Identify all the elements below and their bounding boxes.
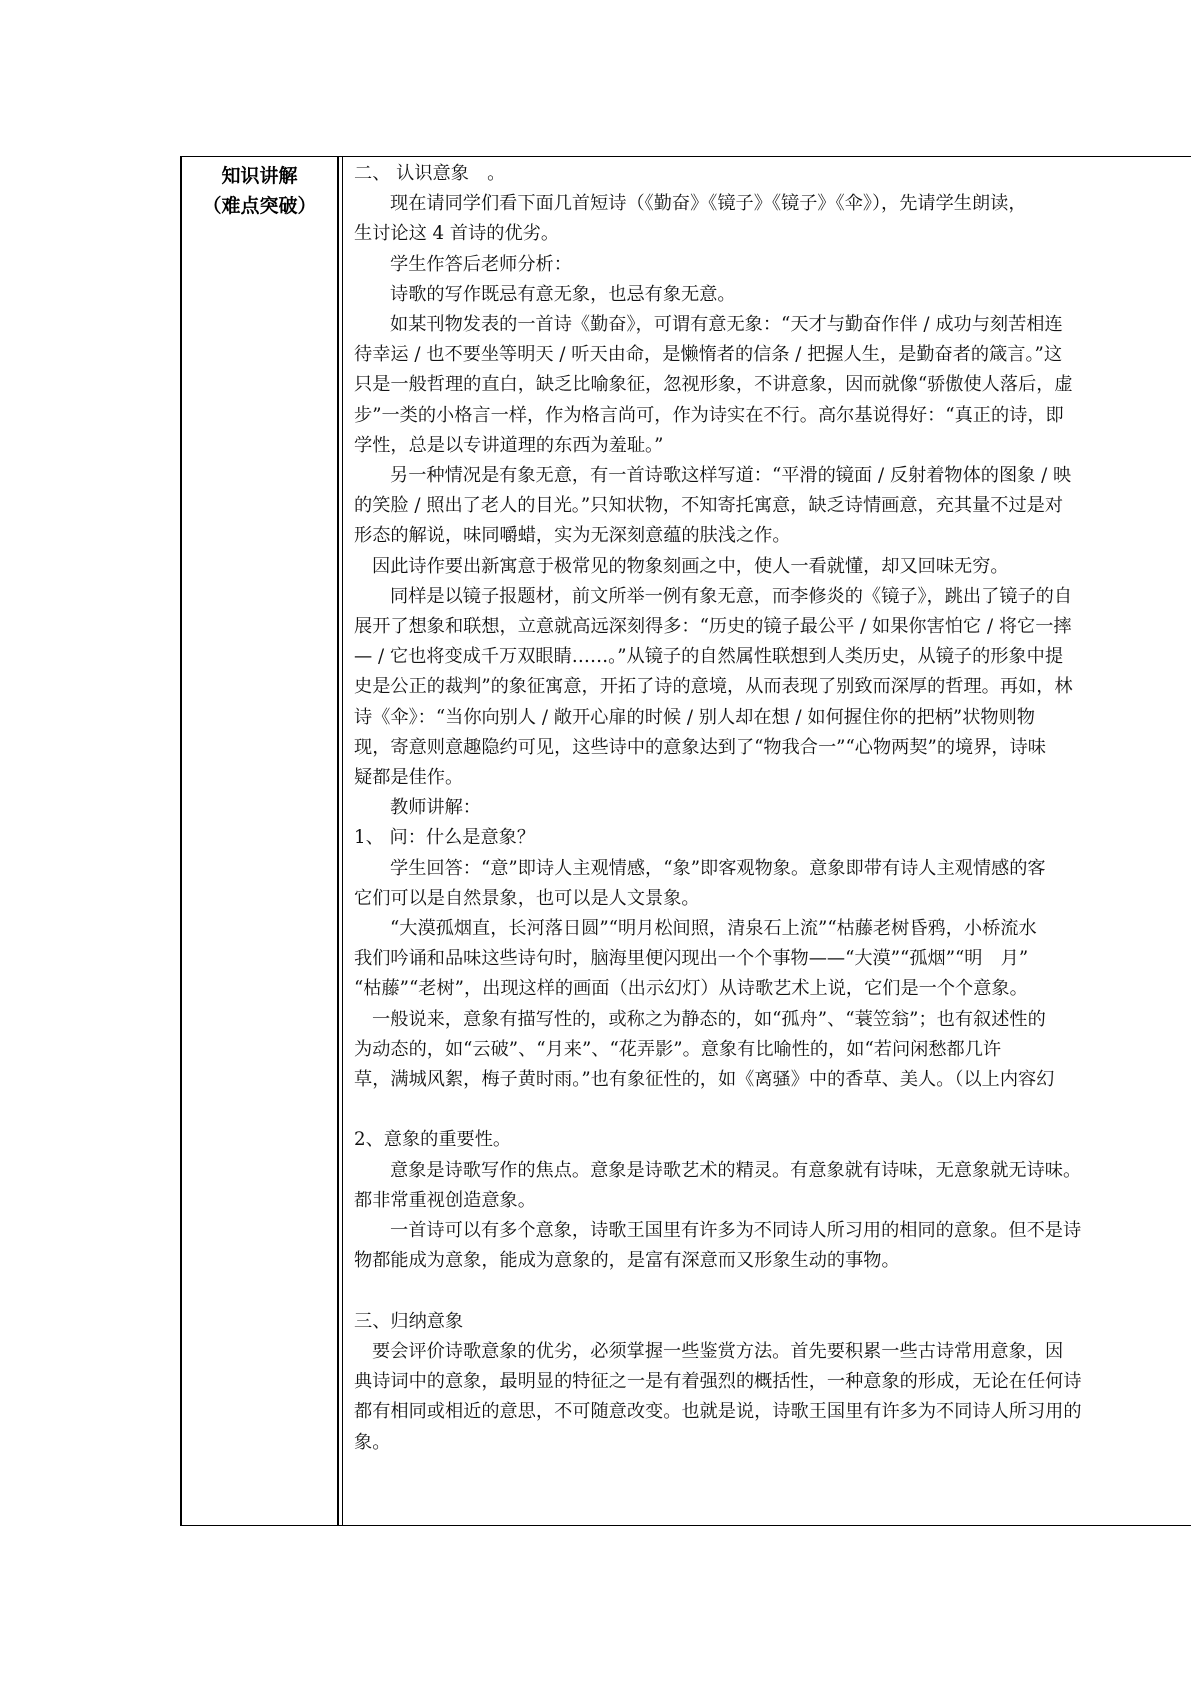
text-line: 只是一般哲理的直白，缺乏比喻象征，忽视形象，不讲意象，因而就像“骄傲使人落后，虚 bbox=[354, 374, 1073, 396]
text-line: 2、意象的重要性。 bbox=[354, 1129, 512, 1151]
text-line: “大漠孤烟直，长河落日圆”“明月松间照，清泉石上流”“枯藤老树昏鸦，小桥流水 bbox=[390, 918, 1037, 940]
text-line: 意象是诗歌写作的焦点。意象是诗歌艺术的精灵。有意象就有诗味，无意象就无诗味。 bbox=[390, 1159, 1082, 1181]
lesson-table bbox=[180, 156, 1191, 1526]
text-line: 二、 认识意象 。 bbox=[354, 163, 506, 184]
text-line: 史是公正的裁判”的象征寓意，开拓了诗的意境，从而表现了别致而深厚的哲理。再如，林 bbox=[354, 676, 1073, 698]
text-line: “枯藤”“老树”，出现这样的画面（出示幻灯）从诗歌艺术上说，它们是一个个意象。 bbox=[354, 978, 1028, 1000]
row-label-line1: 知识讲解 bbox=[221, 165, 298, 187]
text-line bbox=[354, 1277, 1191, 1307]
text-line: 都非常重视创造意象。 bbox=[354, 1189, 536, 1211]
text-line: 它们可以是自然景象，也可以是人文景象。 bbox=[354, 887, 700, 909]
text-line: 一般说来，意象有描写性的，或称之为静态的，如“孤舟”、“蓑笠翁”；也有叙述性的 bbox=[372, 1008, 1046, 1030]
row-label-cell bbox=[182, 157, 339, 1525]
content-cell bbox=[342, 157, 1191, 1525]
text-line: 典诗词中的意象，最明显的特征之一是有着强烈的概括性，一种意象的形成，无论在任何诗 bbox=[354, 1371, 1082, 1393]
text-line: 一首诗可以有多个意象，诗歌王国里有许多为不同诗人所习用的相同的意象。但不是诗 bbox=[390, 1220, 1082, 1242]
text-line: 诗歌的写作既忌有意无象，也忌有象无意。 bbox=[390, 283, 736, 305]
text-line: 同样是以镜子报题材，前文所举一例有象无意，而李修炎的《镜子》，跳出了镜子的自 bbox=[390, 585, 1073, 607]
text-line: 的笑脸 / 照出了老人的目光。”只知状物，不知寄托寓意，缺乏诗情画意，充其量不过是对 bbox=[354, 495, 1064, 517]
text-line: 要会评价诗歌意象的优劣，必须掌握一些鉴赏方法。首先要积累一些古诗常用意象，因 bbox=[372, 1340, 1064, 1362]
text-line: 形态的解说，味同嚼蜡，实为无深刻意蕴的肤浅之作。 bbox=[354, 525, 791, 547]
text-line: 学性，总是以专讲道理的东西为羞耻。” bbox=[354, 434, 664, 456]
text-line: — / 它也将变成千万双眼睛……。”从镜子的自然属性联想到人类历史，从镜子的形象中提 bbox=[354, 646, 1064, 668]
text-line: 学生作答后老师分析： bbox=[390, 253, 572, 275]
text-line: 展开了想象和联想，立意就高远深刻得多：“历史的镜子最公平 / 如果你害怕它 / 将它一摔 bbox=[354, 616, 1072, 638]
text-line: 生讨论这 4 首诗的优劣。 bbox=[354, 223, 560, 245]
text-line: 步”一类的小格言一样，作为格言尚可，作为诗实在不行。高尔基说得好：“真正的诗，即 bbox=[354, 404, 1064, 426]
text-line: 我们吟诵和品味这些诗句时，脑海里便闪现出一个个事物——“大漠”“孤烟”“明 月” bbox=[354, 948, 1029, 970]
text-line: 为动态的，如“云破”、“月来”、“花弄影”。意象有比喻性的，如“若问闲愁都几许 bbox=[354, 1038, 1002, 1060]
text-line: 教师讲解： bbox=[390, 797, 481, 819]
text-line: 另一种情况是有象无意，有一首诗歌这样写道：“平滑的镜面 / 反射着物体的图象 / 映 bbox=[390, 465, 1072, 487]
text-line: 三、归纳意象 bbox=[354, 1310, 464, 1332]
text-line: 学生回答：“意”即诗人主观情感，“象”即客观物象。意象即带有诗人主观情感的客 bbox=[390, 857, 1046, 879]
text-line: 1、 问：什么是意象？ bbox=[354, 827, 536, 849]
row-label-line2: （难点突破） bbox=[202, 195, 317, 217]
text-line: 诗《伞》：“当你向别人 / 敞开心扉的时候 / 别人却在想 / 如何握住你的把柄”状物则物 bbox=[354, 706, 1035, 728]
text-line bbox=[354, 1095, 1191, 1125]
text-line: 物都能成为意象，能成为意象的，是富有深意而又形象生动的事物。 bbox=[354, 1250, 900, 1272]
text-line: 草，满城风絮，梅子黄时雨。”也有象征性的，如《离骚》中的香草、美人。（以上内容幻 bbox=[354, 1069, 1055, 1091]
text-line: 都有相同或相近的意思，不可随意改变。也就是说，诗歌王国里有许多为不同诗人所习用的 bbox=[354, 1401, 1082, 1423]
text-line: 现在请同学们看下面几首短诗（《勤奋》《镜子》《镜子》《伞》），先请学生朗读， bbox=[390, 193, 1027, 215]
text-line: 因此诗作要出新寓意于极常见的物象刻画之中，使人一看就懂，却又回味无穷。 bbox=[372, 555, 1009, 577]
text-line: 现，寄意则意趣隐约可见，这些诗中的意象达到了“物我合一”“心物两契”的境界，诗味 bbox=[354, 736, 1046, 758]
text-line: 如某刊物发表的一首诗《勤奋》，可谓有意无象：“天才与勤奋作伴 / 成功与刻苦相连 bbox=[390, 314, 1063, 336]
text-line: 象。 bbox=[354, 1431, 391, 1453]
text-line: 待幸运 / 也不要坐等明天 / 听天由命，是懒惰者的信条 / 把握人生，是勤奋者的箴言。”这 bbox=[354, 344, 1063, 366]
text-line: 疑都是佳作。 bbox=[354, 767, 464, 789]
